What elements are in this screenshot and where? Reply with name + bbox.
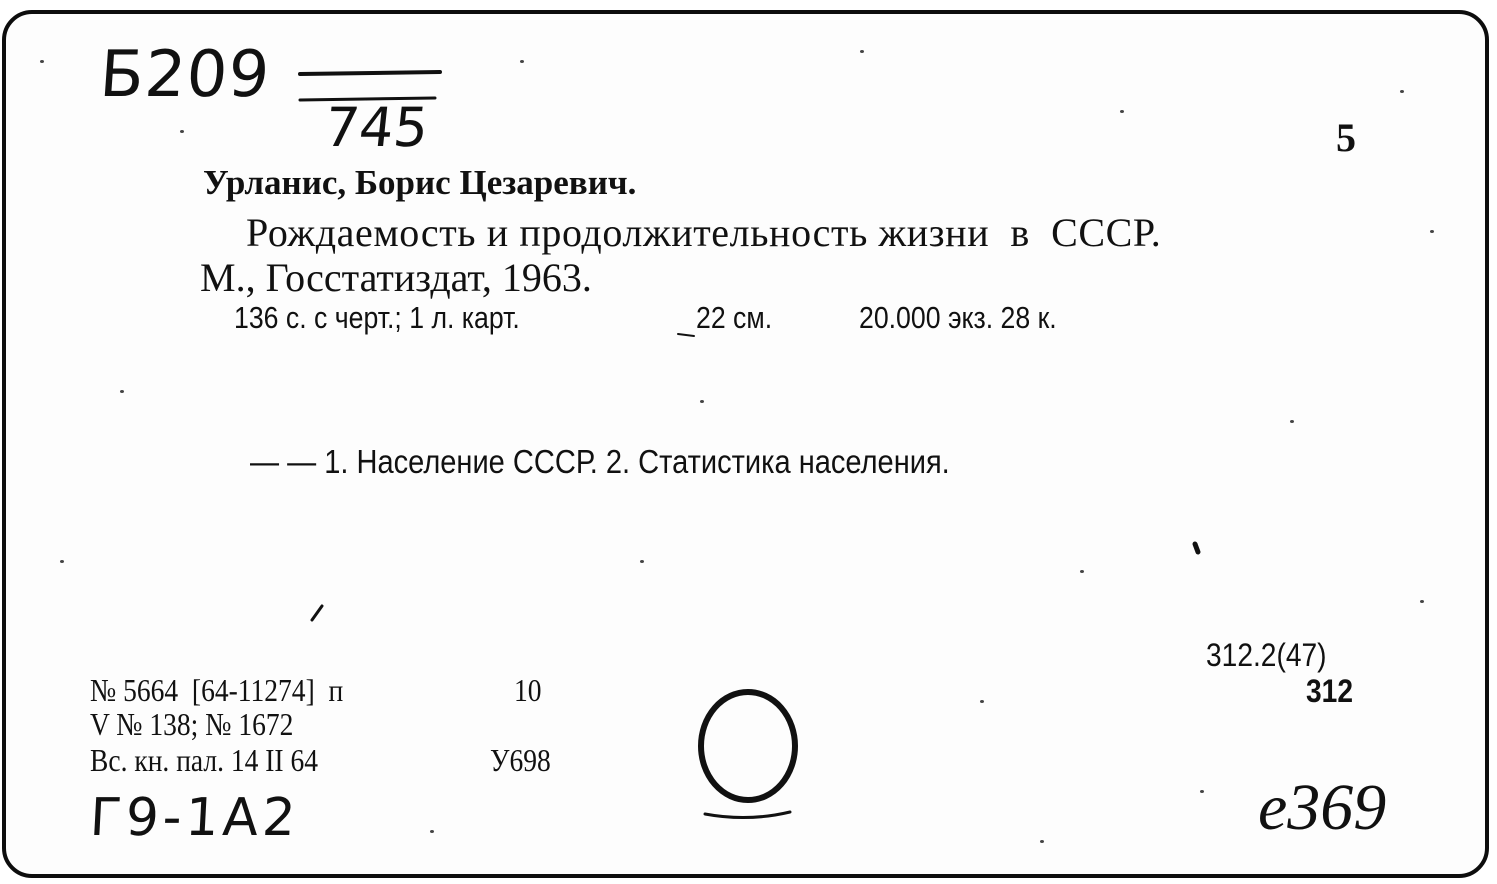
scan-speck [180,130,184,133]
book-title: Рождаемость и продолжительность жизни в СССР. [246,210,1162,255]
collation-size: 22 см. [696,300,773,335]
print-run-price: 20.000 экз. 28 к. [859,300,1057,335]
shelfmark-bottom: 745 [321,96,432,159]
scan-speck [1080,570,1084,573]
author: Урланис, Борис Цезаревич. [203,163,637,202]
udc-index: 312.2(47) [1206,637,1327,673]
footer-book-chamber: Вс. кн. пал. 14 II 64 [90,742,318,778]
bbk-index: 312 [1306,673,1353,709]
shelfmark-top: Б209 [97,38,273,112]
footer-quantity: 10 [514,672,542,708]
scan-speck [1400,90,1404,93]
handwritten-code-right: е369 [1258,771,1387,844]
scan-speck [980,700,984,703]
handwritten-code-left: Г9-1А2 [88,788,301,848]
scan-speck [40,60,44,63]
card-number: 5 [1336,115,1356,160]
scan-speck [520,60,524,63]
scan-speck [1040,840,1044,843]
scan-speck [120,390,124,393]
scan-speck [700,400,704,403]
subject-headings: — — 1. Население СССР. 2. Статистика населения. [250,443,950,480]
scan-speck [430,830,434,833]
scan-speck [1430,230,1434,233]
scan-speck [860,50,864,53]
footer-order-number: № 5664 [64-11274] п [90,672,344,708]
scan-speck [1200,790,1204,793]
imprint: М., Госстатиздат, 1963. [200,255,592,300]
footer-code: У698 [490,742,551,778]
scan-speck [60,560,64,563]
scan-speck [1290,420,1294,423]
footer-registration: V № 138; № 1672 [90,706,294,742]
scan-speck [1420,600,1424,603]
scan-speck [640,560,644,563]
collation-pages: 136 с. с черт.; 1 л. карт. [234,300,520,335]
scan-speck [1120,110,1124,113]
